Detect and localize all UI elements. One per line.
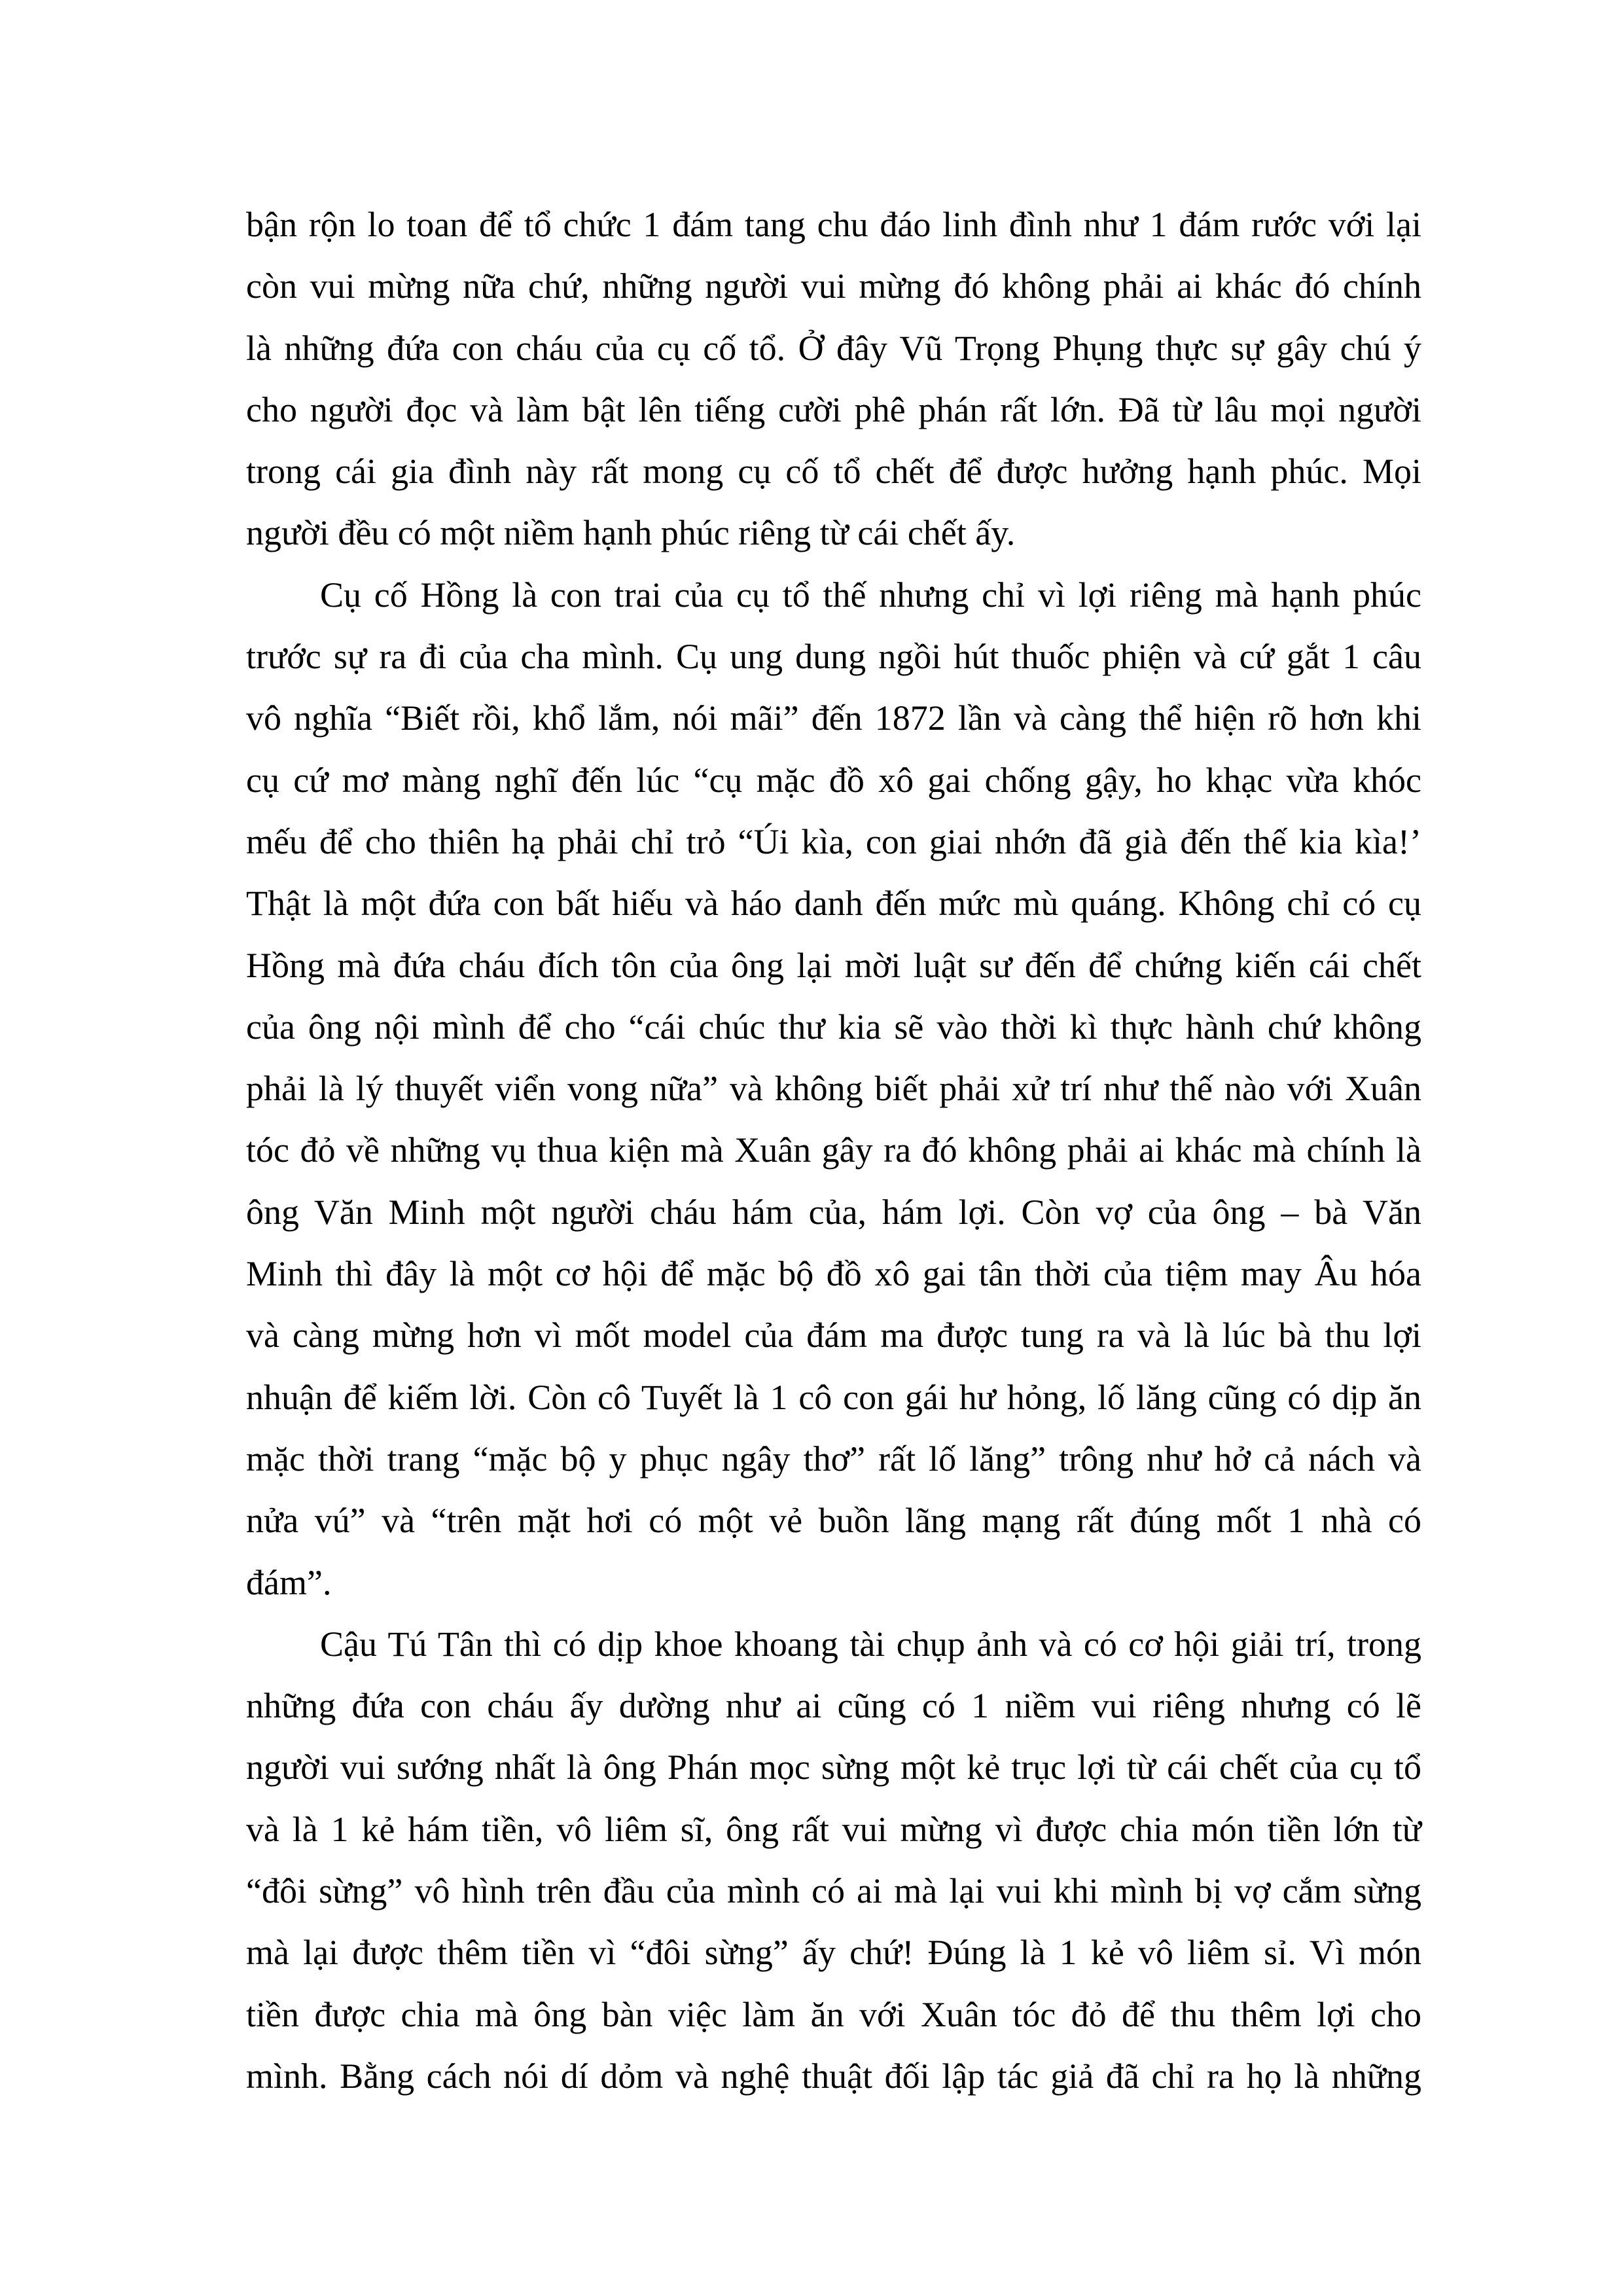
text-line: đám”. [246, 1562, 332, 1602]
text-line: trong cái gia đình này rất mong cụ cố tổ chết để được hưởng hạnh phúc. Mọi [246, 452, 1421, 492]
text-line: cụ cứ mơ màng nghĩ đến lúc “cụ mặc đồ xô gai chống gậy, ho khạc vừa khóc [246, 760, 1421, 800]
text-line: mặc thời trang “mặc bộ y phục ngây thơ” rất lố lăng” trông như hở cả nách và [246, 1439, 1421, 1479]
text-line: và là 1 kẻ hám tiền, vô liêm sĩ, ông rất vui mừng vì được chia món tiền lớn từ [246, 1809, 1421, 1849]
text-line: Cụ cố Hồng là con trai của cụ tổ thế nhưng chỉ vì lợi riêng mà hạnh phúc [320, 575, 1421, 615]
paragraph [246, 1613, 1421, 2107]
text-line: người vui sướng nhất là ông Phán mọc sừng một kẻ trục lợi từ cái chết của cụ tổ [246, 1748, 1421, 1787]
text-line: tóc đỏ về những vụ thua kiện mà Xuân gây ra đó không phải ai khác mà chính là [246, 1130, 1421, 1170]
text-line: Cậu Tú Tân thì có dịp khoe khoang tài chụp ảnh và có cơ hội giải trí, trong [320, 1624, 1421, 1664]
text-line: Thật là một đứa con bất hiếu và háo danh đến mức mù quáng. Không chỉ có cụ [246, 884, 1421, 924]
text-line: nửa vú” và “trên mặt hơi có một vẻ buồn lãng mạng rất đúng mốt 1 nhà có [246, 1501, 1421, 1541]
text-line: trước sự ra đi của cha mình. Cụ ung dung ngồi hút thuốc phiện và cứ gắt 1 câu [246, 637, 1421, 677]
text-line: còn vui mừng nữa chứ, những người vui mừng đó không phải ai khác đó chính [246, 266, 1421, 306]
document-page [246, 194, 1421, 2107]
paragraph [246, 194, 1421, 564]
text-line: là những đứa con cháu của cụ cố tổ. Ở đây Vũ Trọng Phụng thực sự gây chú ý [246, 328, 1421, 368]
text-line: cho người đọc và làm bật lên tiếng cười phê phán rất lớn. Đã từ lâu mọi người [246, 389, 1421, 429]
paragraph [246, 564, 1421, 1613]
text-line: mếu để cho thiên hạ phải chỉ trỏ “Úi kìa, con giai nhớn đã già đến thế kia kìa!’ [246, 821, 1421, 861]
text-line: “đôi sừng” vô hình trên đầu của mình có ai mà lại vui khi mình bị vợ cắm sừng [246, 1871, 1421, 1911]
text-line: tiền được chia mà ông bàn việc làm ăn với Xuân tóc đỏ để thu thêm lợi cho [246, 1994, 1421, 2034]
text-line: người đều có một niềm hạnh phúc riêng từ cái chết ấy. [246, 513, 1016, 553]
text-line: phải là lý thuyết viển vong nữa” và không biết phải xử trí như thế nào với Xuân [246, 1069, 1421, 1109]
text-line: những đứa con cháu ấy dường như ai cũng có 1 niềm vui riêng nhưng có lẽ [246, 1686, 1421, 1726]
text-line: ông Văn Minh một người cháu hám của, hám lợi. Còn vợ của ông – bà Văn [246, 1192, 1421, 1232]
text-line: nhuận để kiếm lời. Còn cô Tuyết là 1 cô con gái hư hỏng, lố lăng cũng có dịp ăn [246, 1377, 1421, 1417]
text-line: mình. Bằng cách nói dí dỏm và nghệ thuật đối lập tác giả đã chỉ ra họ là những [246, 2056, 1421, 2096]
text-line: bận rộn lo toan để tổ chức 1 đám tang chu đáo linh đình như 1 đám rước với lại [246, 205, 1421, 244]
text-line: của ông nội mình để cho “cái chúc thư kia sẽ vào thời kì thực hành chứ không [246, 1007, 1421, 1047]
text-line: Hồng mà đứa cháu đích tôn của ông lại mời luật sư đến để chứng kiến cái chết [246, 945, 1421, 985]
text-line: Minh thì đây là một cơ hội để mặc bộ đồ xô gai tân thời của tiệm may Âu hóa [246, 1254, 1421, 1294]
text-line: vô nghĩa “Biết rồi, khổ lắm, nói mãi” đến 1872 lần và càng thể hiện rõ hơn khi [246, 698, 1421, 738]
text-line: và càng mừng hơn vì mốt model của đám ma được tung ra và là lúc bà thu lợi [246, 1316, 1421, 1355]
text-line: mà lại được thêm tiền vì “đôi sừng” ấy chứ! Đúng là 1 kẻ vô liêm sỉ. Vì món [246, 1933, 1421, 1973]
